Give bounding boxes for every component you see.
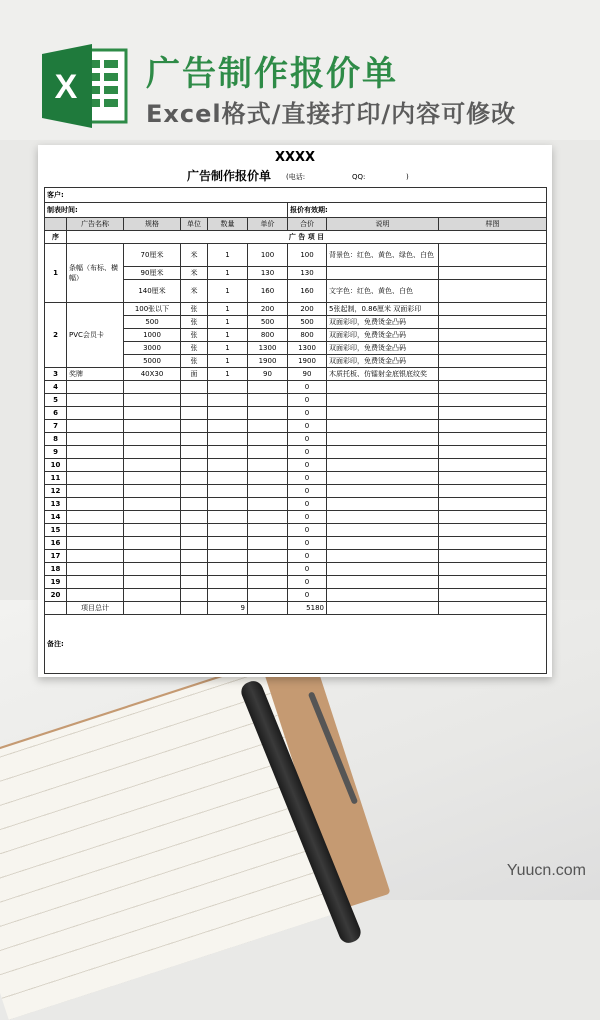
column-header[interactable]: 单位: [181, 218, 208, 231]
row-number[interactable]: 15: [45, 524, 67, 537]
empty-row: [45, 511, 547, 524]
qty-cell[interactable]: 1: [208, 303, 248, 316]
row-number[interactable]: 8: [45, 433, 67, 446]
empty-row: [45, 485, 547, 498]
qty-cell[interactable]: 1: [208, 267, 248, 280]
item-name[interactable]: PVC会员卡: [67, 303, 124, 368]
empty-row: [45, 563, 547, 576]
name-cell[interactable]: [67, 381, 124, 394]
sample-cell[interactable]: [439, 342, 547, 355]
row-number[interactable]: 14: [45, 511, 67, 524]
name-cell[interactable]: [67, 459, 124, 472]
name-cell[interactable]: [67, 446, 124, 459]
doc-title[interactable]: 广告制作报价单: [187, 169, 272, 183]
qty-cell[interactable]: [208, 589, 248, 602]
empty-row: [45, 537, 547, 550]
unit-cell[interactable]: [181, 537, 208, 550]
section-header[interactable]: 广 告 项 目: [67, 231, 547, 244]
unit-cell[interactable]: [181, 433, 208, 446]
total-cell[interactable]: 0: [288, 381, 327, 394]
date-label[interactable]: 制表时间:: [45, 203, 288, 218]
sample-cell[interactable]: [439, 368, 547, 381]
note-cell[interactable]: [327, 472, 439, 485]
spec-cell[interactable]: 500: [124, 316, 181, 329]
qty-cell[interactable]: [208, 485, 248, 498]
row-number[interactable]: 19: [45, 576, 67, 589]
price-cell[interactable]: 200: [248, 303, 288, 316]
total-cell[interactable]: 0: [288, 537, 327, 550]
company-name[interactable]: XXXX: [274, 150, 316, 165]
total-cell[interactable]: 200: [288, 303, 327, 316]
unit-cell[interactable]: [181, 498, 208, 511]
total-row: [45, 602, 547, 615]
column-header[interactable]: 样图: [439, 218, 547, 231]
section-row: [45, 231, 547, 244]
excel-icon: [40, 40, 132, 132]
seq-header[interactable]: 序: [45, 231, 67, 244]
row-number[interactable]: 17: [45, 550, 67, 563]
unit-cell[interactable]: 张: [181, 342, 208, 355]
unit-cell[interactable]: 面: [181, 368, 208, 381]
total-label[interactable]: 项目总计: [67, 602, 124, 615]
note-cell[interactable]: [327, 537, 439, 550]
spec-cell[interactable]: [124, 446, 181, 459]
sample-cell[interactable]: [439, 407, 547, 420]
sample-cell[interactable]: [439, 537, 547, 550]
name-cell[interactable]: [67, 498, 124, 511]
column-header[interactable]: 规格: [124, 218, 181, 231]
price-cell[interactable]: [248, 589, 288, 602]
note-cell[interactable]: 文字色：红色、黄色、白色: [327, 280, 439, 303]
sample-cell[interactable]: [439, 485, 547, 498]
name-cell[interactable]: [67, 537, 124, 550]
qq-label[interactable]: QQ:: [352, 173, 366, 181]
price-cell[interactable]: [248, 485, 288, 498]
name-cell[interactable]: [67, 472, 124, 485]
unit-cell[interactable]: [181, 446, 208, 459]
name-cell[interactable]: [67, 563, 124, 576]
column-header[interactable]: 说明: [327, 218, 439, 231]
price-cell[interactable]: [248, 511, 288, 524]
qty-cell[interactable]: 1: [208, 280, 248, 303]
sample-cell[interactable]: [439, 602, 547, 615]
empty-row: [45, 446, 547, 459]
sample-cell[interactable]: [439, 498, 547, 511]
price-cell[interactable]: 130: [248, 267, 288, 280]
row-number[interactable]: 18: [45, 563, 67, 576]
unit-cell[interactable]: [181, 576, 208, 589]
unit-cell[interactable]: 张: [181, 355, 208, 368]
quote-table: [44, 187, 547, 674]
qty-cell[interactable]: [208, 498, 248, 511]
unit-cell[interactable]: 张: [181, 316, 208, 329]
sample-cell[interactable]: [439, 420, 547, 433]
unit-cell[interactable]: [181, 563, 208, 576]
total-cell[interactable]: 1900: [288, 355, 327, 368]
total-cell[interactable]: 0: [288, 563, 327, 576]
row-number[interactable]: 7: [45, 420, 67, 433]
note-cell[interactable]: 双面彩印，免费烫金凸码: [327, 355, 439, 368]
qty-cell[interactable]: 1: [208, 329, 248, 342]
total-cell[interactable]: 0: [288, 394, 327, 407]
spec-cell[interactable]: 3000: [124, 342, 181, 355]
total-cell[interactable]: 0: [288, 472, 327, 485]
note-cell[interactable]: [327, 420, 439, 433]
unit-cell[interactable]: 米: [181, 244, 208, 267]
sample-cell[interactable]: [439, 511, 547, 524]
row-number[interactable]: 13: [45, 498, 67, 511]
qty-cell[interactable]: 1: [208, 342, 248, 355]
sample-cell[interactable]: [439, 563, 547, 576]
sample-cell[interactable]: [439, 394, 547, 407]
sample-cell[interactable]: [439, 280, 547, 303]
unit-cell[interactable]: [181, 589, 208, 602]
price-cell[interactable]: [248, 537, 288, 550]
item-row: [45, 244, 547, 267]
qty-cell[interactable]: [208, 446, 248, 459]
unit-cell[interactable]: [181, 420, 208, 433]
total-cell[interactable]: 0: [288, 433, 327, 446]
note-cell[interactable]: [327, 407, 439, 420]
qty-cell[interactable]: [208, 563, 248, 576]
name-cell[interactable]: [67, 511, 124, 524]
watermark: Yuucn.com: [506, 862, 586, 879]
unit-cell[interactable]: [181, 407, 208, 420]
empty-row: [45, 459, 547, 472]
qty-cell[interactable]: 1: [208, 368, 248, 381]
spec-cell[interactable]: [124, 381, 181, 394]
name-cell[interactable]: [67, 394, 124, 407]
row-number[interactable]: 4: [45, 381, 67, 394]
row-number[interactable]: 6: [45, 407, 67, 420]
qty-cell[interactable]: [208, 524, 248, 537]
sample-cell[interactable]: [439, 446, 547, 459]
spec-cell[interactable]: [124, 524, 181, 537]
spec-cell[interactable]: [124, 472, 181, 485]
name-cell[interactable]: [67, 407, 124, 420]
note-cell[interactable]: [327, 550, 439, 563]
empty-row: [45, 524, 547, 537]
name-cell[interactable]: [67, 420, 124, 433]
qty-cell[interactable]: [208, 394, 248, 407]
sample-cell[interactable]: [439, 267, 547, 280]
empty-row: [45, 407, 547, 420]
note-cell[interactable]: [327, 381, 439, 394]
quote-sheet: [38, 145, 552, 677]
empty-row: [45, 381, 547, 394]
total-cell[interactable]: 500: [288, 316, 327, 329]
row-number[interactable]: 16: [45, 537, 67, 550]
note-cell[interactable]: [327, 459, 439, 472]
name-cell[interactable]: [67, 576, 124, 589]
price-cell[interactable]: [248, 602, 288, 615]
qty-cell[interactable]: 1: [208, 316, 248, 329]
qty-cell[interactable]: [208, 433, 248, 446]
total-cell[interactable]: 160: [288, 280, 327, 303]
price-cell[interactable]: 500: [248, 316, 288, 329]
empty-row: [45, 589, 547, 602]
spec-cell[interactable]: [124, 485, 181, 498]
banner: [0, 0, 600, 140]
unit-cell[interactable]: [181, 550, 208, 563]
price-cell[interactable]: [248, 381, 288, 394]
row-number[interactable]: 12: [45, 485, 67, 498]
row-number[interactable]: 9: [45, 446, 67, 459]
empty-row: [45, 550, 547, 563]
spec-cell[interactable]: 140厘米: [124, 280, 181, 303]
spec-cell[interactable]: [124, 537, 181, 550]
sample-cell[interactable]: [439, 355, 547, 368]
note-cell[interactable]: 双面彩印，免费烫金凸码: [327, 342, 439, 355]
note-cell[interactable]: [327, 589, 439, 602]
spec-cell[interactable]: 40X30: [124, 368, 181, 381]
note-cell[interactable]: [327, 267, 439, 280]
total-cell[interactable]: 0: [288, 498, 327, 511]
column-header[interactable]: 单价: [248, 218, 288, 231]
row-number[interactable]: 11: [45, 472, 67, 485]
total-sum[interactable]: 5180: [288, 602, 327, 615]
item-number[interactable]: 3: [45, 368, 67, 381]
item-name[interactable]: 条幅（布标、横幅）: [67, 244, 124, 303]
remark-label[interactable]: 备注:: [45, 615, 547, 674]
unit-cell[interactable]: [181, 381, 208, 394]
total-cell[interactable]: 130: [288, 267, 327, 280]
sample-cell[interactable]: [439, 524, 547, 537]
total-cell[interactable]: 0: [288, 459, 327, 472]
price-cell[interactable]: [248, 550, 288, 563]
spec-cell[interactable]: 90厘米: [124, 267, 181, 280]
unit-cell[interactable]: 米: [181, 280, 208, 303]
qty-cell[interactable]: [208, 472, 248, 485]
unit-cell[interactable]: [181, 394, 208, 407]
price-cell[interactable]: 90: [248, 368, 288, 381]
sample-cell[interactable]: [439, 433, 547, 446]
note-cell[interactable]: 双面彩印，免费烫金凸码: [327, 329, 439, 342]
qty-cell[interactable]: [208, 381, 248, 394]
price-cell[interactable]: 160: [248, 280, 288, 303]
qty-cell[interactable]: 1: [208, 355, 248, 368]
banner-subtitle: Excel格式/直接打印/内容可修改: [146, 100, 517, 128]
sample-cell[interactable]: [439, 303, 547, 316]
note-cell[interactable]: [327, 446, 439, 459]
sample-cell[interactable]: [439, 244, 547, 267]
total-cell[interactable]: 0: [288, 420, 327, 433]
unit-cell[interactable]: [181, 459, 208, 472]
spec-cell[interactable]: [124, 407, 181, 420]
row-number[interactable]: 10: [45, 459, 67, 472]
qty-cell[interactable]: [208, 537, 248, 550]
customer-row: [45, 188, 547, 203]
note-cell[interactable]: [327, 576, 439, 589]
item-row: [45, 368, 547, 381]
note-cell[interactable]: 双面彩印，免费烫金凸码: [327, 316, 439, 329]
unit-cell[interactable]: 张: [181, 329, 208, 342]
note-cell[interactable]: [327, 498, 439, 511]
name-cell[interactable]: [67, 589, 124, 602]
total-cell[interactable]: 0: [288, 511, 327, 524]
total-cell[interactable]: 0: [288, 550, 327, 563]
unit-cell[interactable]: [181, 511, 208, 524]
item-number[interactable]: 1: [45, 244, 67, 303]
empty-row: [45, 576, 547, 589]
empty-row: [45, 394, 547, 407]
spec-cell[interactable]: [124, 459, 181, 472]
total-cell[interactable]: 0: [288, 524, 327, 537]
total-blank[interactable]: [45, 602, 67, 615]
column-header[interactable]: 数量: [208, 218, 248, 231]
name-cell[interactable]: [67, 550, 124, 563]
price-cell[interactable]: 800: [248, 329, 288, 342]
logo-letter: X: [54, 68, 78, 106]
spec-cell[interactable]: [124, 602, 181, 615]
spec-cell[interactable]: [124, 576, 181, 589]
row-number[interactable]: 5: [45, 394, 67, 407]
customer-label[interactable]: 客户:: [45, 188, 547, 203]
name-cell[interactable]: [67, 433, 124, 446]
note-cell[interactable]: 木质托板、仿镭射金底银底纹奖: [327, 368, 439, 381]
total-qty[interactable]: 9: [208, 602, 248, 615]
note-cell[interactable]: [327, 602, 439, 615]
price-cell[interactable]: [248, 576, 288, 589]
qty-cell[interactable]: [208, 407, 248, 420]
spec-cell[interactable]: [124, 589, 181, 602]
spec-cell[interactable]: 70厘米: [124, 244, 181, 267]
sample-cell[interactable]: [439, 576, 547, 589]
price-cell[interactable]: 100: [248, 244, 288, 267]
price-cell[interactable]: [248, 498, 288, 511]
price-cell[interactable]: [248, 433, 288, 446]
sample-cell[interactable]: [439, 472, 547, 485]
item-row: [45, 303, 547, 316]
remark-row: [45, 615, 547, 674]
header-blank[interactable]: [45, 218, 67, 231]
spec-cell[interactable]: [124, 394, 181, 407]
price-cell[interactable]: [248, 420, 288, 433]
unit-cell[interactable]: [181, 602, 208, 615]
spec-cell[interactable]: 1000: [124, 329, 181, 342]
qty-cell[interactable]: [208, 576, 248, 589]
total-cell[interactable]: 0: [288, 446, 327, 459]
column-header[interactable]: 合价: [288, 218, 327, 231]
note-cell[interactable]: [327, 511, 439, 524]
item-number[interactable]: 2: [45, 303, 67, 368]
sample-cell[interactable]: [439, 316, 547, 329]
spec-cell[interactable]: [124, 420, 181, 433]
banner-title: 广告制作报价单: [146, 54, 398, 94]
total-cell[interactable]: 800: [288, 329, 327, 342]
name-cell[interactable]: [67, 524, 124, 537]
unit-cell[interactable]: [181, 485, 208, 498]
price-cell[interactable]: [248, 407, 288, 420]
sample-cell[interactable]: [439, 459, 547, 472]
total-cell[interactable]: 0: [288, 485, 327, 498]
qty-cell[interactable]: 1: [208, 244, 248, 267]
note-cell[interactable]: [327, 563, 439, 576]
unit-cell[interactable]: [181, 524, 208, 537]
sample-cell[interactable]: [439, 381, 547, 394]
note-cell[interactable]: [327, 524, 439, 537]
phone-label[interactable]: (电话:: [286, 173, 306, 181]
spec-cell[interactable]: 100张以下: [124, 303, 181, 316]
price-cell[interactable]: [248, 446, 288, 459]
total-cell[interactable]: 0: [288, 576, 327, 589]
total-cell[interactable]: 100: [288, 244, 327, 267]
note-cell[interactable]: [327, 394, 439, 407]
price-cell[interactable]: 1900: [248, 355, 288, 368]
qty-cell[interactable]: [208, 550, 248, 563]
unit-cell[interactable]: [181, 472, 208, 485]
column-header[interactable]: 广告名称: [67, 218, 124, 231]
total-cell[interactable]: 1300: [288, 342, 327, 355]
note-cell[interactable]: [327, 433, 439, 446]
empty-row: [45, 472, 547, 485]
spec-cell[interactable]: [124, 498, 181, 511]
row-number[interactable]: 20: [45, 589, 67, 602]
total-cell[interactable]: 0: [288, 407, 327, 420]
empty-row: [45, 433, 547, 446]
total-cell[interactable]: 0: [288, 589, 327, 602]
spec-cell[interactable]: 5000: [124, 355, 181, 368]
spec-cell[interactable]: [124, 511, 181, 524]
validity-label[interactable]: 报价有效期:: [288, 203, 547, 218]
price-cell[interactable]: [248, 563, 288, 576]
date-row: [45, 203, 547, 218]
price-cell[interactable]: [248, 472, 288, 485]
header-row: [45, 218, 547, 231]
price-cell[interactable]: [248, 459, 288, 472]
sample-cell[interactable]: [439, 589, 547, 602]
note-cell[interactable]: 背景色：红色、黄色、绿色、白色: [327, 244, 439, 267]
item-name[interactable]: 奖牌: [67, 368, 124, 381]
qty-cell[interactable]: [208, 459, 248, 472]
price-cell[interactable]: [248, 394, 288, 407]
note-cell[interactable]: 5张起制，0.86厘米 双面彩印: [327, 303, 439, 316]
qty-cell[interactable]: [208, 511, 248, 524]
unit-cell[interactable]: 米: [181, 267, 208, 280]
qty-cell[interactable]: [208, 420, 248, 433]
close-paren: ): [406, 173, 409, 181]
spec-cell[interactable]: [124, 563, 181, 576]
empty-row: [45, 420, 547, 433]
name-cell[interactable]: [67, 485, 124, 498]
note-cell[interactable]: [327, 485, 439, 498]
sample-cell[interactable]: [439, 550, 547, 563]
unit-cell[interactable]: 张: [181, 303, 208, 316]
sample-cell[interactable]: [439, 329, 547, 342]
spec-cell[interactable]: [124, 550, 181, 563]
empty-row: [45, 498, 547, 511]
total-cell[interactable]: 90: [288, 368, 327, 381]
price-cell[interactable]: 1300: [248, 342, 288, 355]
doc-title-row: [44, 165, 546, 187]
price-cell[interactable]: [248, 524, 288, 537]
spec-cell[interactable]: [124, 433, 181, 446]
